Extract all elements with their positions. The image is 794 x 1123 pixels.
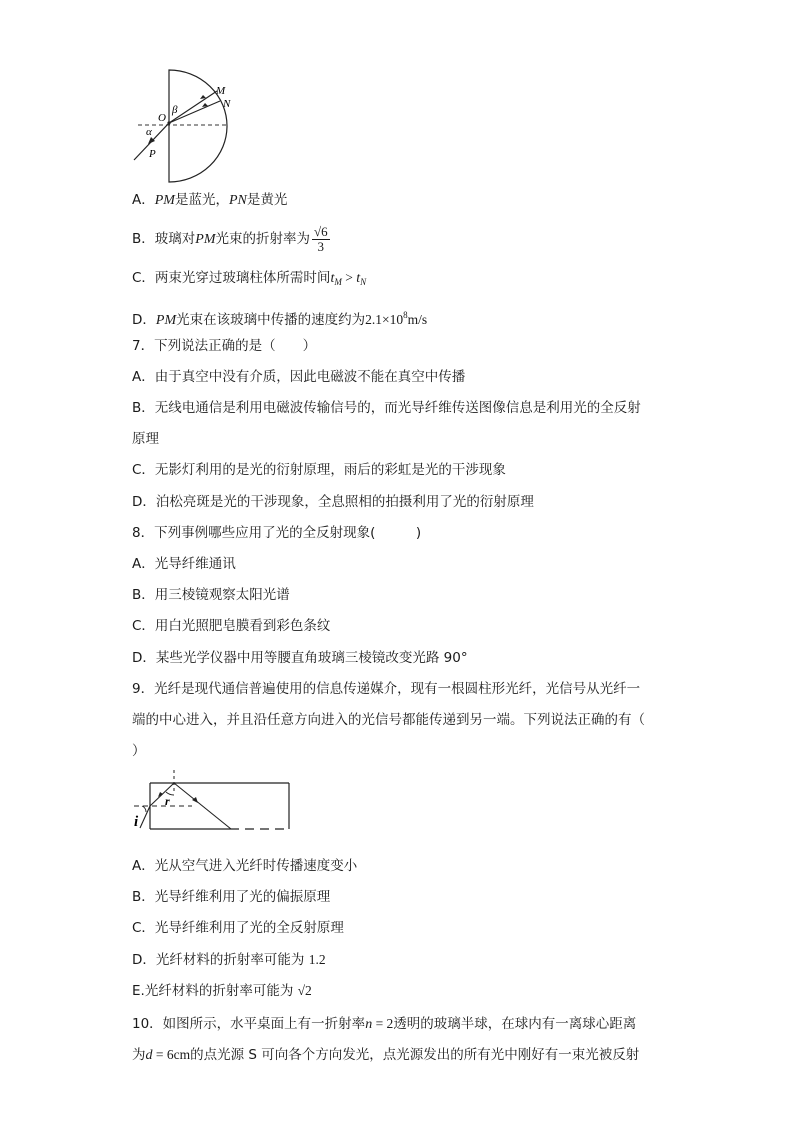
label-beta: β <box>172 104 178 116</box>
q8-option-b: B．用三棱镜观察太阳光谱 <box>132 587 290 603</box>
incident-ray-fiber <box>140 806 150 828</box>
q7-option-b: B．无线电通信是利用电磁波传输信号的，而光导纤维传送图像信息是利用光的全反射 <box>132 400 641 416</box>
q9-stem-3: ） <box>132 743 146 759</box>
q9-stem-2: 端的中心进入，并且沿任意方向进入的光信号都能传递到另一端。下列说法正确的有（ <box>132 712 645 728</box>
q10-stem-1: 10．如图所示，水平桌面上有一折射率n = 2透明的玻璃半球，在球内有一离球心距离 <box>132 1016 637 1032</box>
q7-stem: 7．下列说法正确的是（ ） <box>132 338 317 354</box>
q8-option-c: C．用白光照肥皂膜看到彩色条纹 <box>132 618 331 634</box>
q9-stem-1: 9．光纤是现代通信普遍使用的信息传递媒介，现有一根圆柱形光纤，光信号从光纤一 <box>132 681 641 697</box>
point-o <box>167 121 170 124</box>
prism-figure <box>128 66 248 190</box>
q6-option-d: D．PM光束在该玻璃中传播的速度约为$2.1\times 10^8m/s$ <box>132 310 428 328</box>
label-n: N <box>223 98 231 110</box>
q6-option-c: C．两束光穿过玻璃柱体所需时间$t_M > t_N$ <box>132 270 367 287</box>
q7-option-a: A．由于真空中没有介质，因此电磁波不能在真空中传播 <box>132 369 466 385</box>
label-p: P <box>149 148 156 160</box>
q8-option-d: D．某些光学仪器中用等腰直角玻璃三棱镜改变光路 90° <box>132 650 468 666</box>
label-m: M <box>216 85 226 97</box>
label-o: O <box>158 112 166 124</box>
q7-option-c: C．无影灯利用的是光的衍射原理，雨后的彩虹是光的干涉现象 <box>132 462 506 478</box>
fiber-figure <box>130 766 295 838</box>
q9-option-b: B．光导纤维利用了光的偏振原理 <box>132 889 331 905</box>
q7-option-d: D．泊松亮斑是光的干涉现象，全息照相的拍摄利用了光的衍射原理 <box>132 494 534 510</box>
fraction-sqrt6-over-3: $\frac{√6}{3}$ <box>313 223 328 254</box>
q8-option-a: A．光导纤维通讯 <box>132 556 236 572</box>
q10-stem-2: 为d = 6cm的点光源 S 可向各个方向发光，点光源发出的所有光中刚好有一束光被反射 <box>132 1047 640 1063</box>
q6-option-b: B．玻璃对PM光束的折射率为 $\frac{√6}{3}$ <box>132 223 328 254</box>
label-alpha: α <box>146 126 152 138</box>
q7-option-b-cont: 原理 <box>132 431 159 447</box>
label-r: r <box>165 794 170 808</box>
q9-option-a: A．光从空气进入光纤时传播速度变小 <box>132 858 358 874</box>
q8-stem: 8．下列事例哪些应用了光的全反射现象( ) <box>132 525 422 541</box>
q9-option-d: D．光纤材料的折射率可能为 1.2 <box>132 952 326 968</box>
q9-option-c: C．光导纤维利用了光的全反射原理 <box>132 920 344 936</box>
angle-i-arc <box>142 806 146 812</box>
q6-option-a: A．PM是蓝光，PN是黄光 <box>132 192 288 208</box>
label-i: i <box>134 814 139 830</box>
q9-option-e: E.光纤材料的折射率可能为 √2 <box>132 983 312 999</box>
